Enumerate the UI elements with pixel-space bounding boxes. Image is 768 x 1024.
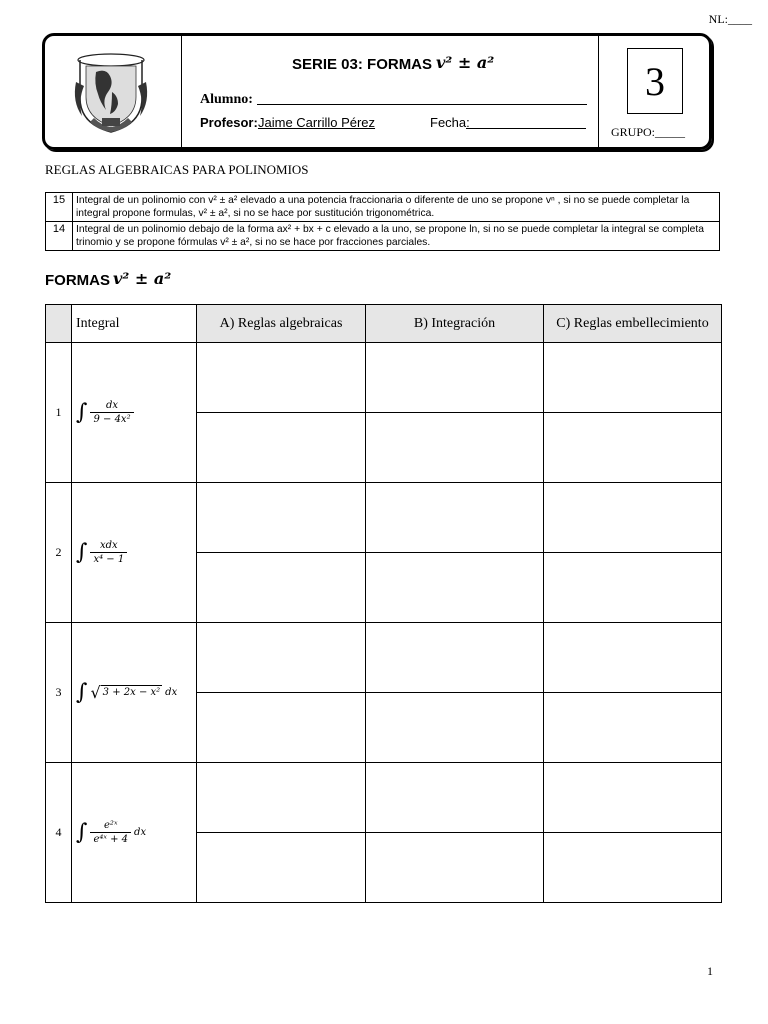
answer-cell-b[interactable] — [366, 833, 544, 903]
fecha-field-line[interactable] — [466, 128, 586, 129]
university-seal-logo — [72, 52, 150, 136]
rule-text: Integral de un polinomio debajo de la forma ax² + bx + c elevado a la uno, se propone ln, si no se puede completar la integral se completa trinomio y se propone fórmulas v² ± a², si no se hace por fracciones parciales. — [73, 222, 720, 251]
header-blank — [46, 305, 72, 343]
integrand-denominator: e⁴ˣ + 4 — [90, 832, 131, 845]
rules-table — [45, 192, 720, 251]
integrand-denominator: 9 − 4x² — [90, 412, 133, 425]
rule-number: 14 — [46, 222, 73, 251]
formas-heading: FORMAS — [45, 272, 110, 289]
header-integral: Integral — [72, 305, 197, 343]
grupo-label: GRUPO:_____ — [611, 125, 686, 139]
answer-cell-a[interactable] — [197, 483, 366, 553]
fecha-label: Fecha: — [430, 115, 470, 130]
answer-cell-b[interactable] — [366, 553, 544, 623]
answer-cell-c[interactable] — [544, 693, 722, 763]
page-number: 1 — [707, 964, 713, 978]
alumno-label: Alumno: — [200, 92, 253, 107]
integrand-denominator: x⁴ − 1 — [90, 552, 127, 565]
radicand: 3 + 2x − x² — [101, 685, 163, 701]
table-row — [46, 483, 722, 553]
header-reglas-algebraicas: A) Reglas algebraicas — [197, 305, 366, 343]
answer-cell-a[interactable] — [197, 553, 366, 623]
nl-label: NL:____ — [708, 12, 752, 26]
rules-section-title: REGLAS ALGEBRAICAS PARA POLINOMIOS — [45, 162, 309, 177]
profesor-name: Jaime Carrillo Pérez — [258, 115, 376, 130]
answer-cell-c[interactable] — [544, 763, 722, 833]
sqrt-radical-icon: √ — [90, 682, 101, 702]
table-row — [46, 763, 722, 833]
table-row — [46, 343, 722, 413]
answer-cell-c[interactable] — [544, 483, 722, 553]
integral-sign-icon: ∫ — [76, 819, 88, 845]
integral-cell — [72, 343, 197, 483]
profesor-label: Profesor: — [200, 115, 258, 130]
integral-cell — [72, 623, 197, 763]
table-row — [46, 623, 722, 693]
alumno-field-line[interactable] — [257, 104, 587, 105]
answer-cell-a[interactable] — [197, 833, 366, 903]
integral-sign-icon: ∫ — [76, 679, 88, 705]
answer-cell-b[interactable] — [366, 763, 544, 833]
answer-cell-a[interactable] — [197, 623, 366, 693]
integrand-differential: dx — [165, 687, 178, 698]
integrand-differential: dx — [134, 827, 147, 838]
header-reglas-embellecimiento: C) Reglas embellecimiento — [544, 305, 722, 343]
answer-cell-b[interactable] — [366, 343, 544, 413]
title-math-formula: v² ± a² — [436, 53, 495, 72]
integral-cell — [72, 763, 197, 903]
formas-math-formula: v² ± a² — [113, 269, 172, 288]
page-title: SERIE 03: FORMAS — [292, 56, 433, 73]
integral-cell — [72, 483, 197, 623]
integral-sign-icon: ∫ — [76, 399, 88, 425]
answer-cell-c[interactable] — [544, 343, 722, 413]
answer-cell-b[interactable] — [366, 623, 544, 693]
integrand-numerator: xdx — [100, 540, 118, 551]
answer-cell-a[interactable] — [197, 693, 366, 763]
rule-row — [46, 222, 720, 251]
answer-cell-a[interactable] — [197, 763, 366, 833]
header-integracion: B) Integración — [366, 305, 544, 343]
answer-cell-b[interactable] — [366, 413, 544, 483]
answer-cell-c[interactable] — [544, 623, 722, 693]
answer-cell-a[interactable] — [197, 413, 366, 483]
row-number: 4 — [46, 763, 72, 903]
answer-cell-c[interactable] — [544, 833, 722, 903]
answer-cell-b[interactable] — [366, 693, 544, 763]
row-number: 2 — [46, 483, 72, 623]
serie-number-box: 3 — [627, 48, 683, 114]
integrand-numerator: dx — [106, 400, 119, 411]
rule-text: Integral de un polinomio con v² ± a² elevado a una potencia fraccionaria o diferente de uno se propone vⁿ , si no se puede completar la integral propone formulas, v² ± a², si no se hace por sustitución trigonométrica. — [73, 193, 720, 222]
answer-cell-c[interactable] — [544, 553, 722, 623]
answer-cell-c[interactable] — [544, 413, 722, 483]
rule-row — [46, 193, 720, 222]
answer-cell-a[interactable] — [197, 343, 366, 413]
row-number: 3 — [46, 623, 72, 763]
row-number: 1 — [46, 343, 72, 483]
rule-number: 15 — [46, 193, 73, 222]
integrand-numerator: e²ˣ — [104, 820, 118, 831]
answer-cell-b[interactable] — [366, 483, 544, 553]
table-header-row — [46, 305, 722, 343]
exercise-table — [45, 304, 722, 903]
integral-sign-icon: ∫ — [76, 539, 88, 565]
